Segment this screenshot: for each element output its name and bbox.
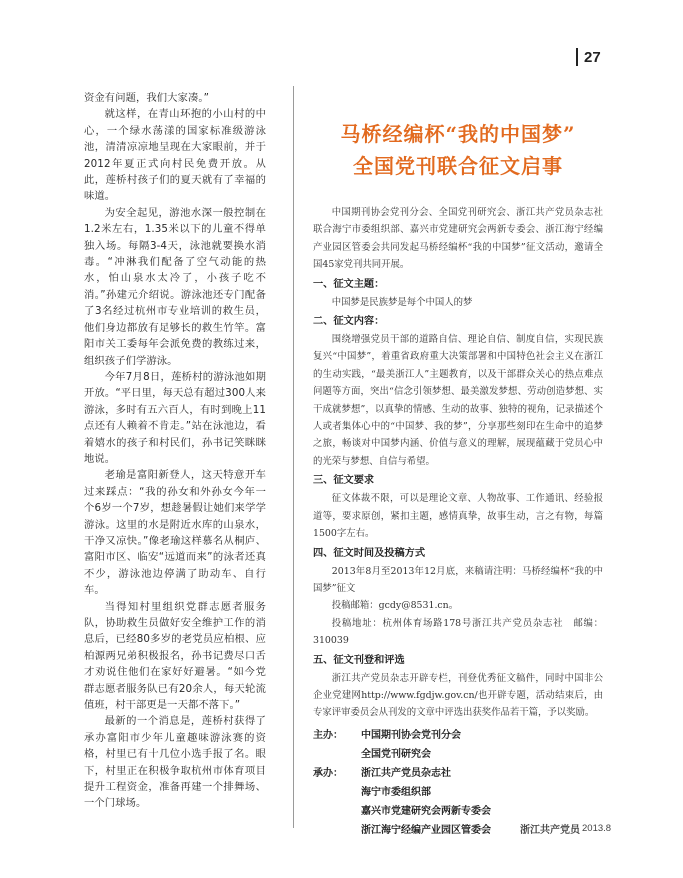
- page-number-text: 27: [584, 48, 601, 66]
- article-paragraph: 就这样，在青山环抱的小山村的中心，一个绿水荡漾的国家标准级游泳池，清清凉凉地呈现在大家眼前，并于2012年夏正式向村民免费开放。从此，莲桥村孩子们的夏天就有了幸福的味道。: [84, 108, 266, 203]
- section-body-submission-time: 2013年8月至2013年12月底，来稿请注明：马桥经编杯“我的中国梦”征文: [313, 565, 603, 594]
- article-paragraph: 今年7月8日，莲桥村的游泳池如期开放。“平日里，每天总有超过300人来游泳，多时有五六百人，有时到晚上11点还有人赖着不肯走。”站在泳池边，看着嬉水的孩子和村民们，孙书记笑眯眯地说。: [84, 370, 266, 465]
- host-row: [313, 726, 603, 764]
- section-body-theme: 中国梦是民族梦是每个中国人的梦: [331, 296, 473, 308]
- notice-title-line2: 全国党刊联合征文启事: [353, 154, 563, 178]
- article-paragraph: 当得知村里组织党群志愿者服务队，协助救生员做好安全维护工作的消息后，已经80多岁的老党员应柏根、应柏源两兄弟积极报名，孙书记费尽口舌才劝说住他们在家好好避暑。“如今党群志愿者服务队已有20余人，每天轮流值班，村干部更是一天都不落下。”: [84, 600, 266, 712]
- notice-title-line1: 马桥经编杯“我的中国梦”: [340, 122, 576, 146]
- issue-date: 2013.8: [582, 823, 612, 834]
- notice-title: [313, 118, 603, 182]
- section-heading-requirements: 三、征文要求: [313, 475, 375, 487]
- host-label: 主办：: [313, 729, 343, 741]
- section-body-publication: 浙江共产党员杂志开辟专栏，刊登优秀征文稿件，同时中国非公企业党建网http://www.fgdjw.gov.cn/也开辟专题，活动结束后，由专家评审委员会从刊发的文章中评选出获奖作品若干篇，予以奖励。: [313, 672, 603, 719]
- column-divider: [293, 86, 294, 828]
- article-column: [84, 90, 266, 812]
- organizer-name: 嘉兴市党建研究会两新专委会: [361, 805, 491, 817]
- organizer-label: 承办：: [313, 767, 343, 779]
- organizer-name: 浙江共产党员杂志社: [361, 767, 451, 779]
- section-heading-theme: 一、征文主题：: [313, 278, 385, 290]
- page-number: [576, 44, 616, 70]
- section-body-submission-address: 投稿地址：杭州体育场路178号浙江共产党员杂志社 邮编：310039: [313, 617, 603, 647]
- section-heading-publication: 五、征文刊登和评选: [313, 654, 405, 666]
- magazine-logo: 浙江共产党员: [520, 825, 580, 836]
- page-footer: [520, 821, 611, 836]
- host-name: 全国党刊研究会: [361, 748, 431, 760]
- notice-intro: 中国期刊协会党刊分会、全国党刊研究会、浙江共产党员杂志社联合海宁市委组织部、嘉兴市党建研究会两新专委会、浙江海宁经编产业园区管委会共同发起马桥经编杯“我的中国梦”征文活动，邀请全国45家党刊共同开展。: [313, 207, 603, 271]
- organizer-name: 浙江海宁经编产业园区管委会: [361, 824, 491, 836]
- notice-column: [313, 118, 603, 840]
- organizer-name: 海宁市委组织部: [361, 786, 431, 798]
- section-body-content: 围绕增强党员干部的道路自信、理论自信、制度自信，实现民族复兴“中国梦”，着重省政府重大决策部署和中国特色社会主义在浙江的生动实践，“最美浙江人”主题教育，以及干部群众关心的热点难点问题等方面，突出“信念引领梦想、最美激发梦想、劳动创造梦想、实干成就梦想”，以真挚的情感、生动的故事、独特的视角，记录描述个人或者集体心中的“中国梦、我的梦”，分享那些刻印在生命中的追梦之旅，畅谈对中国梦内涵、价值与意义的理解，展现蕴藏于党员心中的光荣与梦想、自信与希望。: [313, 334, 603, 467]
- page-number-bar: [576, 48, 578, 66]
- article-paragraph: 老瑜是富阳新登人，这天特意开车过来踩点：“我的孙女和外孙女今年一个6岁一个7岁，想趁暑假让她们来学学游泳。这里的水是附近水库的山泉水，干净又凉快。”像老瑜这样慕名从桐庐、富阳市区、临安“远道而来”的泳者还真不少，游泳池边停满了助动车、自行车。: [84, 469, 266, 597]
- article-paragraph: 资金有问题，我们大家凑。”: [84, 92, 210, 104]
- section-body-requirements: 征文体裁不限，可以是理论文章、人物故事、工作通讯、经验报道等，要求原创，紧扣主题，感情真挚，故事生动，言之有物，每篇1500字左右。: [313, 493, 603, 540]
- section-heading-submission: 四、征文时间及投稿方式: [313, 547, 426, 559]
- host-name: 中国期刊协会党刊分会: [361, 729, 461, 741]
- article-paragraph: 最新的一个消息是，莲桥村获得了承办富阳市少年儿童趣味游泳赛的资格，村里已有十几位小选手报了名。眼下，村里正在积极争取杭州市体育项目提升工程资金，准备再建一个排舞场、一个门球场。: [84, 715, 266, 810]
- section-body-submission-email: 投稿邮箱：gcdy@8531.cn。: [331, 600, 459, 612]
- article-paragraph: 为安全起见，游池水深一般控制在1.2米左右，1.35米以下的儿童不得单独入场。每隔3-4天，泳池就要换水消毒。“冲淋我们配备了空气动能的热水，怕山泉水太冷了，小孩子吃不消。”孙建元介绍说。游泳池还专门配备了3名经过杭州市专业培训的救生员，他们身边都放有足够长的救生竹竿。富阳市关工委每年会派免费的教练过来，组织孩子们学游泳。: [84, 206, 266, 367]
- section-heading-content: 二、征文内容：: [313, 316, 385, 328]
